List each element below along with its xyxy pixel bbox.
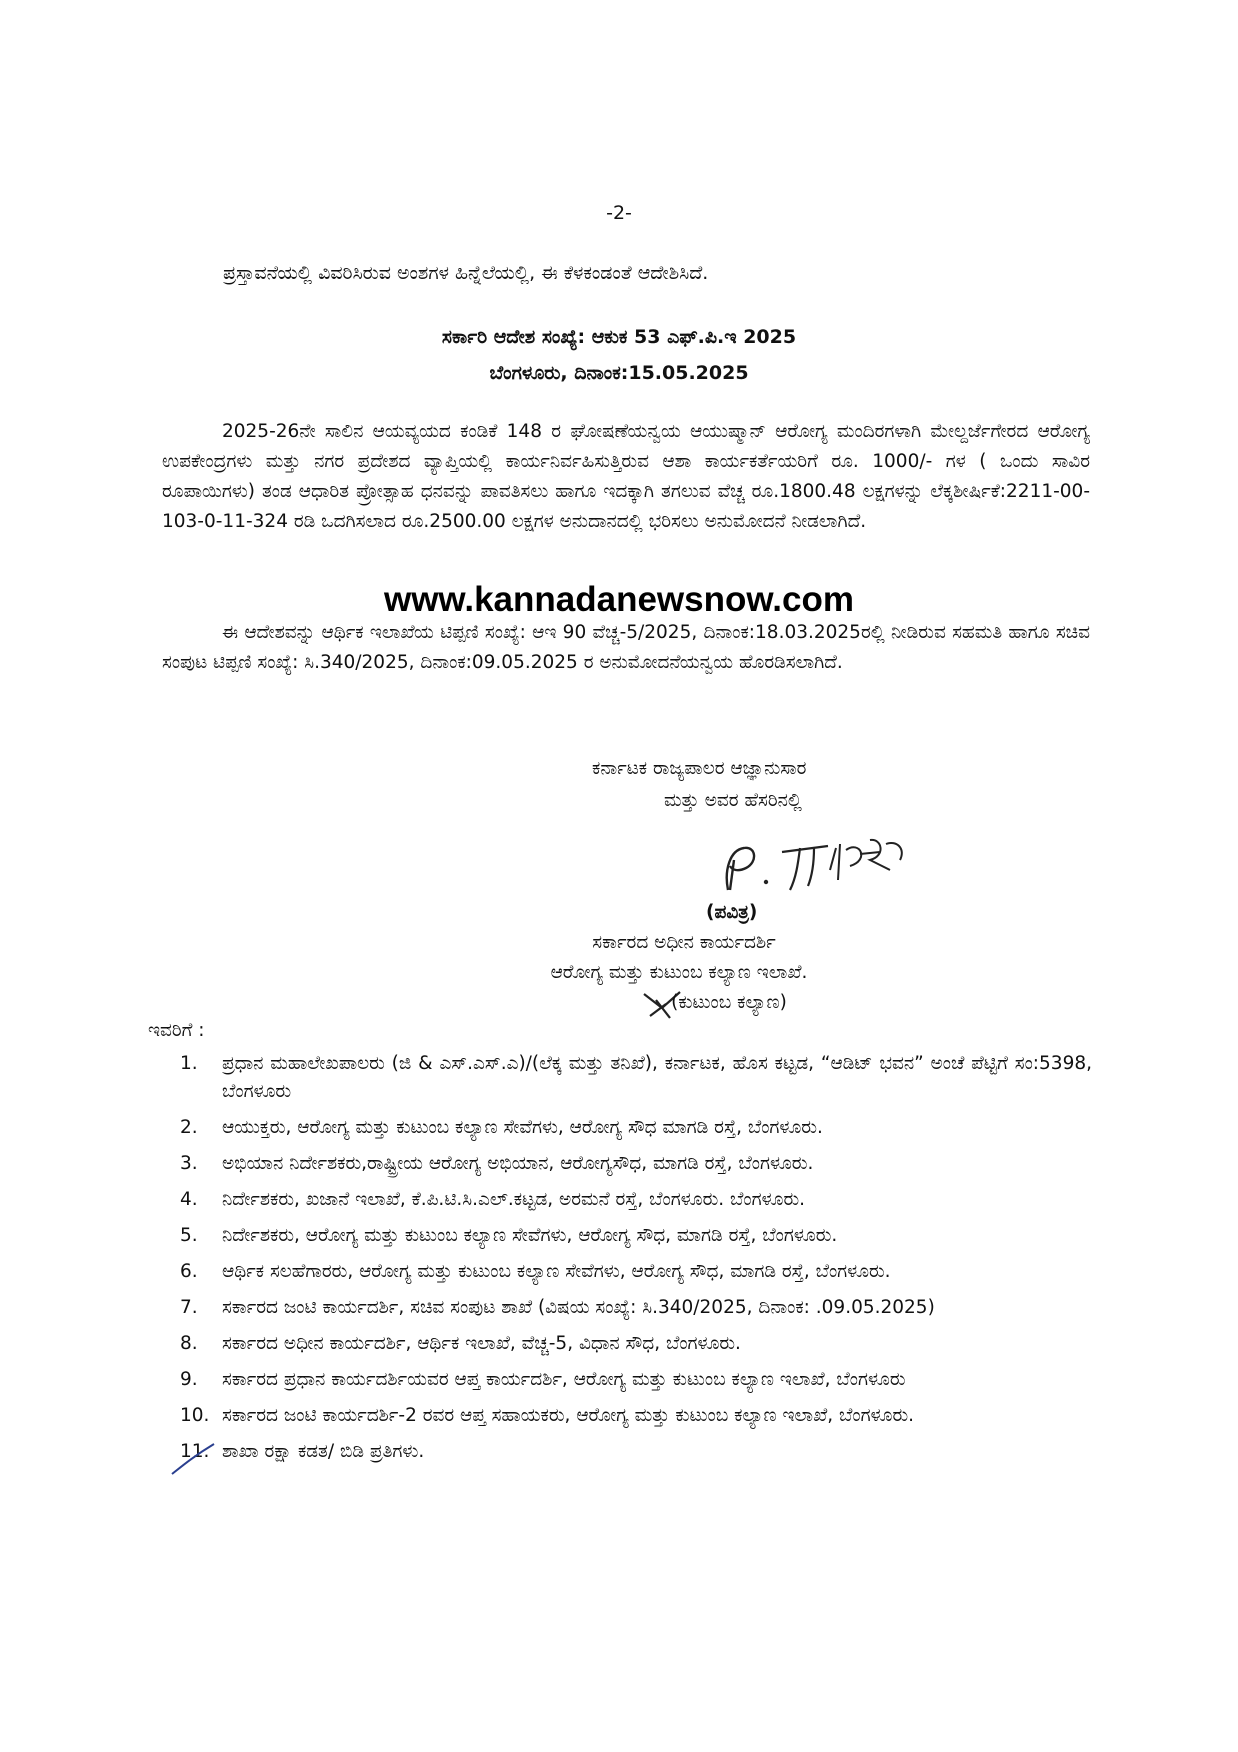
recipient-item [180,1050,1092,1106]
order-paragraph-1: 2025-26ನೇ ಸಾಲಿನ ಆಯವ್ಯಯದ ಕಂಡಿಕೆ 148 ರ ಘೋಷಣೆಯನ್ವಯ ಆಯುಷ್ಮಾನ್ ಆರೋಗ್ಯ ಮಂದಿರಗಳಾಗಿ ಮೇಲ್ದರ್ಜೆಗೇರದ ಆರೋಗ್ಯ ಉಪಕೇಂದ್ರಗಳು ಮತ್ತು ನಗರ ಪ್ರದೇಶದ ವ್ಯಾಪ್ತಿಯಲ್ಲಿ ಕಾರ್ಯನಿರ್ವಹಿಸುತ್ತಿರುವ ಆಶಾ ಕಾರ್ಯಕರ್ತೆಯರಿಗೆ ರೂ. 1000/- ಗಳ ( ಒಂದು ಸಾವಿರ ರೂಪಾಯಿಗಳು) ತಂಡ ಆಧಾರಿತ ಪ್ರೋತ್ಸಾಹ ಧನವನ್ನು ಪಾವತಿಸಲು ಹಾಗೂ ಇದಕ್ಕಾಗಿ ತಗಲುವ ವೆಚ್ಚ ರೂ.1800.48 ಲಕ್ಷಗಳನ್ನು ಲೆಕ್ಕಶೀರ್ಷಿಕೆ:2211-00-103-0-11-324 ರಡಿ ಒದಗಿಸಲಾದ ರೂ.2500.00 ಲಕ್ಷಗಳ ಅನುದಾನದಲ್ಲಿ ಭರಿಸಲು ಅನುಮೋದನೆ ನೀಡಲಾಗಿದೆ. [162,421,1090,532]
page-number: -2- [606,202,632,224]
recipient-text: ಆರ್ಥಿಕ ಸಲಹೆಗಾರರು, ಆರೋಗ್ಯ ಮತ್ತು ಕುಟುಂಬ ಕಲ್ಯಾಣ ಸೇವೆಗಳು, ಆರೋಗ್ಯ ಸೌಧ, ಮಾಗಡಿ ರಸ್ತೆ, ಬೆಂಗಳೂರು. [222,1261,891,1282]
recipient-number: 9. [180,1369,198,1390]
order-title: ಸರ್ಕಾರಿ ಆದೇಶ ಸಂಖ್ಯೆ: ಆಕುಕ 53 ಎಫ್.ಪಿ.ಇ 2025 [441,326,797,348]
recipient-item [180,1114,1092,1142]
preamble-text: ಪ್ರಸ್ತಾವನೆಯಲ್ಲಿ ವಿವರಿಸಿರುವ ಅಂಶಗಳ ಹಿನ್ನೆಲೆಯಲ್ಲಿ, ಈ ಕೆಳಕಂಡಂತೆ ಆದೇಶಿಸಿದೆ. [223,262,709,284]
recipient-text: ಅಭಿಯಾನ ನಿರ್ದೇಶಕರು,ರಾಷ್ಟ್ರೀಯ ಆರೋಗ್ಯ ಅಭಿಯಾನ, ಆರೋಗ್ಯಸೌಧ, ಮಾಗಡಿ ರಸ್ತೆ, ಬೆಂಗಳೂರು. [222,1153,814,1174]
recipient-text: ನಿರ್ದೇಶಕರು, ಆರೋಗ್ಯ ಮತ್ತು ಕುಟುಂಬ ಕಲ್ಯಾಣ ಸೇವೆಗಳು, ಆರೋಗ್ಯ ಸೌಧ, ಮಾಗಡಿ ರಸ್ತೆ, ಬೆಂಗಳೂರು. [222,1225,838,1246]
recipients-label: ಇವರಿಗೆ : [148,1020,205,1041]
signer-section: (ಕುಟುಂಬ ಕಲ್ಯಾಣ) [671,992,787,1013]
recipient-number: 2. [180,1117,198,1138]
recipient-text: ನಿರ್ದೇಶಕರು, ಖಜಾನೆ ಇಲಾಖೆ, ಕೆ.ಪಿ.ಟಿ.ಸಿ.ಎಲ್.ಕಟ್ಟಡ, ಅರಮನೆ ರಸ್ತೆ, ಬೆಂಗಳೂರು. ಬೆಂಗಳೂರು. [222,1189,806,1210]
recipient-item [180,1150,1092,1178]
recipients-list [180,1050,1092,1474]
order-date: ಬೆಂಗಳೂರು, ದಿನಾಂಕ:15.05.2025 [489,362,749,384]
recipient-text: ಪ್ರಧಾನ ಮಹಾಲೇಖಪಾಲರು (ಜಿ & ಎಸ್.ಎಸ್.ಎ)/(ಲೆಕ್ಕ ಮತ್ತು ತನಿಖೆ), ಕರ್ನಾಟಕ, ಹೊಸ ಕಟ್ಟಡ, “ಆಡಿಟ್ ಭವನ” ಅಂಚೆ ಪೆಟ್ಟಿಗೆ ಸಂ:5398, ಬೆಂಗಳೂರು [222,1053,1092,1102]
recipient-number: 1. [180,1053,198,1074]
handwritten-signature [710,830,920,908]
recipient-number: 3. [180,1153,198,1174]
recipient-number: 10. [180,1405,210,1426]
recipient-number: 5. [180,1225,198,1246]
recipient-text: ಶಾಖಾ ರಕ್ಷಾ ಕಡತ/ ಬಿಡಿ ಪ್ರತಿಗಳು. [222,1441,425,1462]
order-paragraph-2: ಈ ಆದೇಶವನ್ನು ಆರ್ಥಿಕ ಇಲಾಖೆಯ ಟಿಪ್ಪಣಿ ಸಂಖ್ಯೆ: ಆಇ 90 ವೆಚ್ಚ-5/2025, ದಿನಾಂಕ:18.03.2025ರಲ್ಲಿ ನೀಡಿರುವ ಸಹಮತಿ ಹಾಗೂ ಸಚಿವ ಸಂಪುಟ ಟಿಪ್ಪಣಿ ಸಂಖ್ಯೆ: ಸಿ.340/2025, ದಿನಾಂಕ:09.05.2025 ರ ಅನುಮೋದನೆಯನ್ವಯ ಹೊರಡಿಸಲಾಗಿದೆ. [162,622,1090,673]
recipient-item [180,1258,1092,1286]
recipient-item [180,1330,1092,1358]
watermark: www.kannadanewsnow.com [383,580,854,619]
recipient-item [180,1366,1092,1394]
recipient-item [180,1438,1092,1466]
recipient-number: 6. [180,1261,198,1282]
recipient-text: ಸರ್ಕಾರದ ಜಂಟಿ ಕಾರ್ಯದರ್ಶಿ-2 ರವರ ಆಪ್ತ ಸಹಾಯಕರು, ಆರೋಗ್ಯ ಮತ್ತು ಕುಟುಂಬ ಕಲ್ಯಾಣ ಇಲಾಖೆ, ಬೆಂಗಳೂರು. [222,1405,915,1426]
recipient-item [180,1186,1092,1214]
recipient-number: 7. [180,1297,198,1318]
recipient-text: ಸರ್ಕಾರದ ಜಂಟಿ ಕಾರ್ಯದರ್ಶಿ, ಸಚಿವ ಸಂಪುಟ ಶಾಖೆ (ವಿಷಯ ಸಂಖ್ಯೆ: ಸಿ.340/2025, ದಿನಾಂಕ: .09.05.2025) [222,1297,935,1318]
signer-name: (ಪವಿತ್ರ) [706,902,758,923]
recipient-number: 8. [180,1333,198,1354]
governor-name-line: ಮತ್ತು ಅವರ ಹೆಸರಿನಲ್ಲಿ [664,790,802,811]
recipient-item [180,1402,1092,1430]
recipient-number: 4. [180,1189,198,1210]
recipient-number: 11. [180,1441,210,1462]
signer-designation: ಸರ್ಕಾರದ ಅಧೀನ ಕಾರ್ಯದರ್ಶಿ [592,932,776,953]
recipient-item [180,1294,1092,1322]
recipient-text: ಆಯುಕ್ತರು, ಆರೋಗ್ಯ ಮತ್ತು ಕುಟುಂಬ ಕಲ್ಯಾಣ ಸೇವೆಗಳು, ಆರೋಗ್ಯ ಸೌಧ ಮಾಗಡಿ ರಸ್ತೆ, ಬೆಂಗಳೂರು. [222,1117,823,1138]
governor-order-line: ಕರ್ನಾಟಕ ರಾಜ್ಯಪಾಲರ ಆಜ್ಞಾನುಸಾರ [592,758,807,779]
recipient-item [180,1222,1092,1250]
recipient-text: ಸರ್ಕಾರದ ಪ್ರಧಾನ ಕಾರ್ಯದರ್ಶಿಯವರ ಆಪ್ತ ಕಾರ್ಯದರ್ಶಿ, ಆರೋಗ್ಯ ಮತ್ತು ಕುಟುಂಬ ಕಲ್ಯಾಣ ಇಲಾಖೆ, ಬೆಂಗಳೂರು [222,1369,906,1390]
pen-tick-mark [168,1440,218,1480]
recipient-text: ಸರ್ಕಾರದ ಅಧೀನ ಕಾರ್ಯದರ್ಶಿ, ಆರ್ಥಿಕ ಇಲಾಖೆ, ವೆಚ್ಚ-5, ವಿಧಾನ ಸೌಧ, ಬೆಂಗಳೂರು. [222,1333,741,1354]
signer-department: ಆರೋಗ್ಯ ಮತ್ತು ಕುಟುಂಬ ಕಲ್ಯಾಣ ಇಲಾಖೆ. [550,962,808,983]
